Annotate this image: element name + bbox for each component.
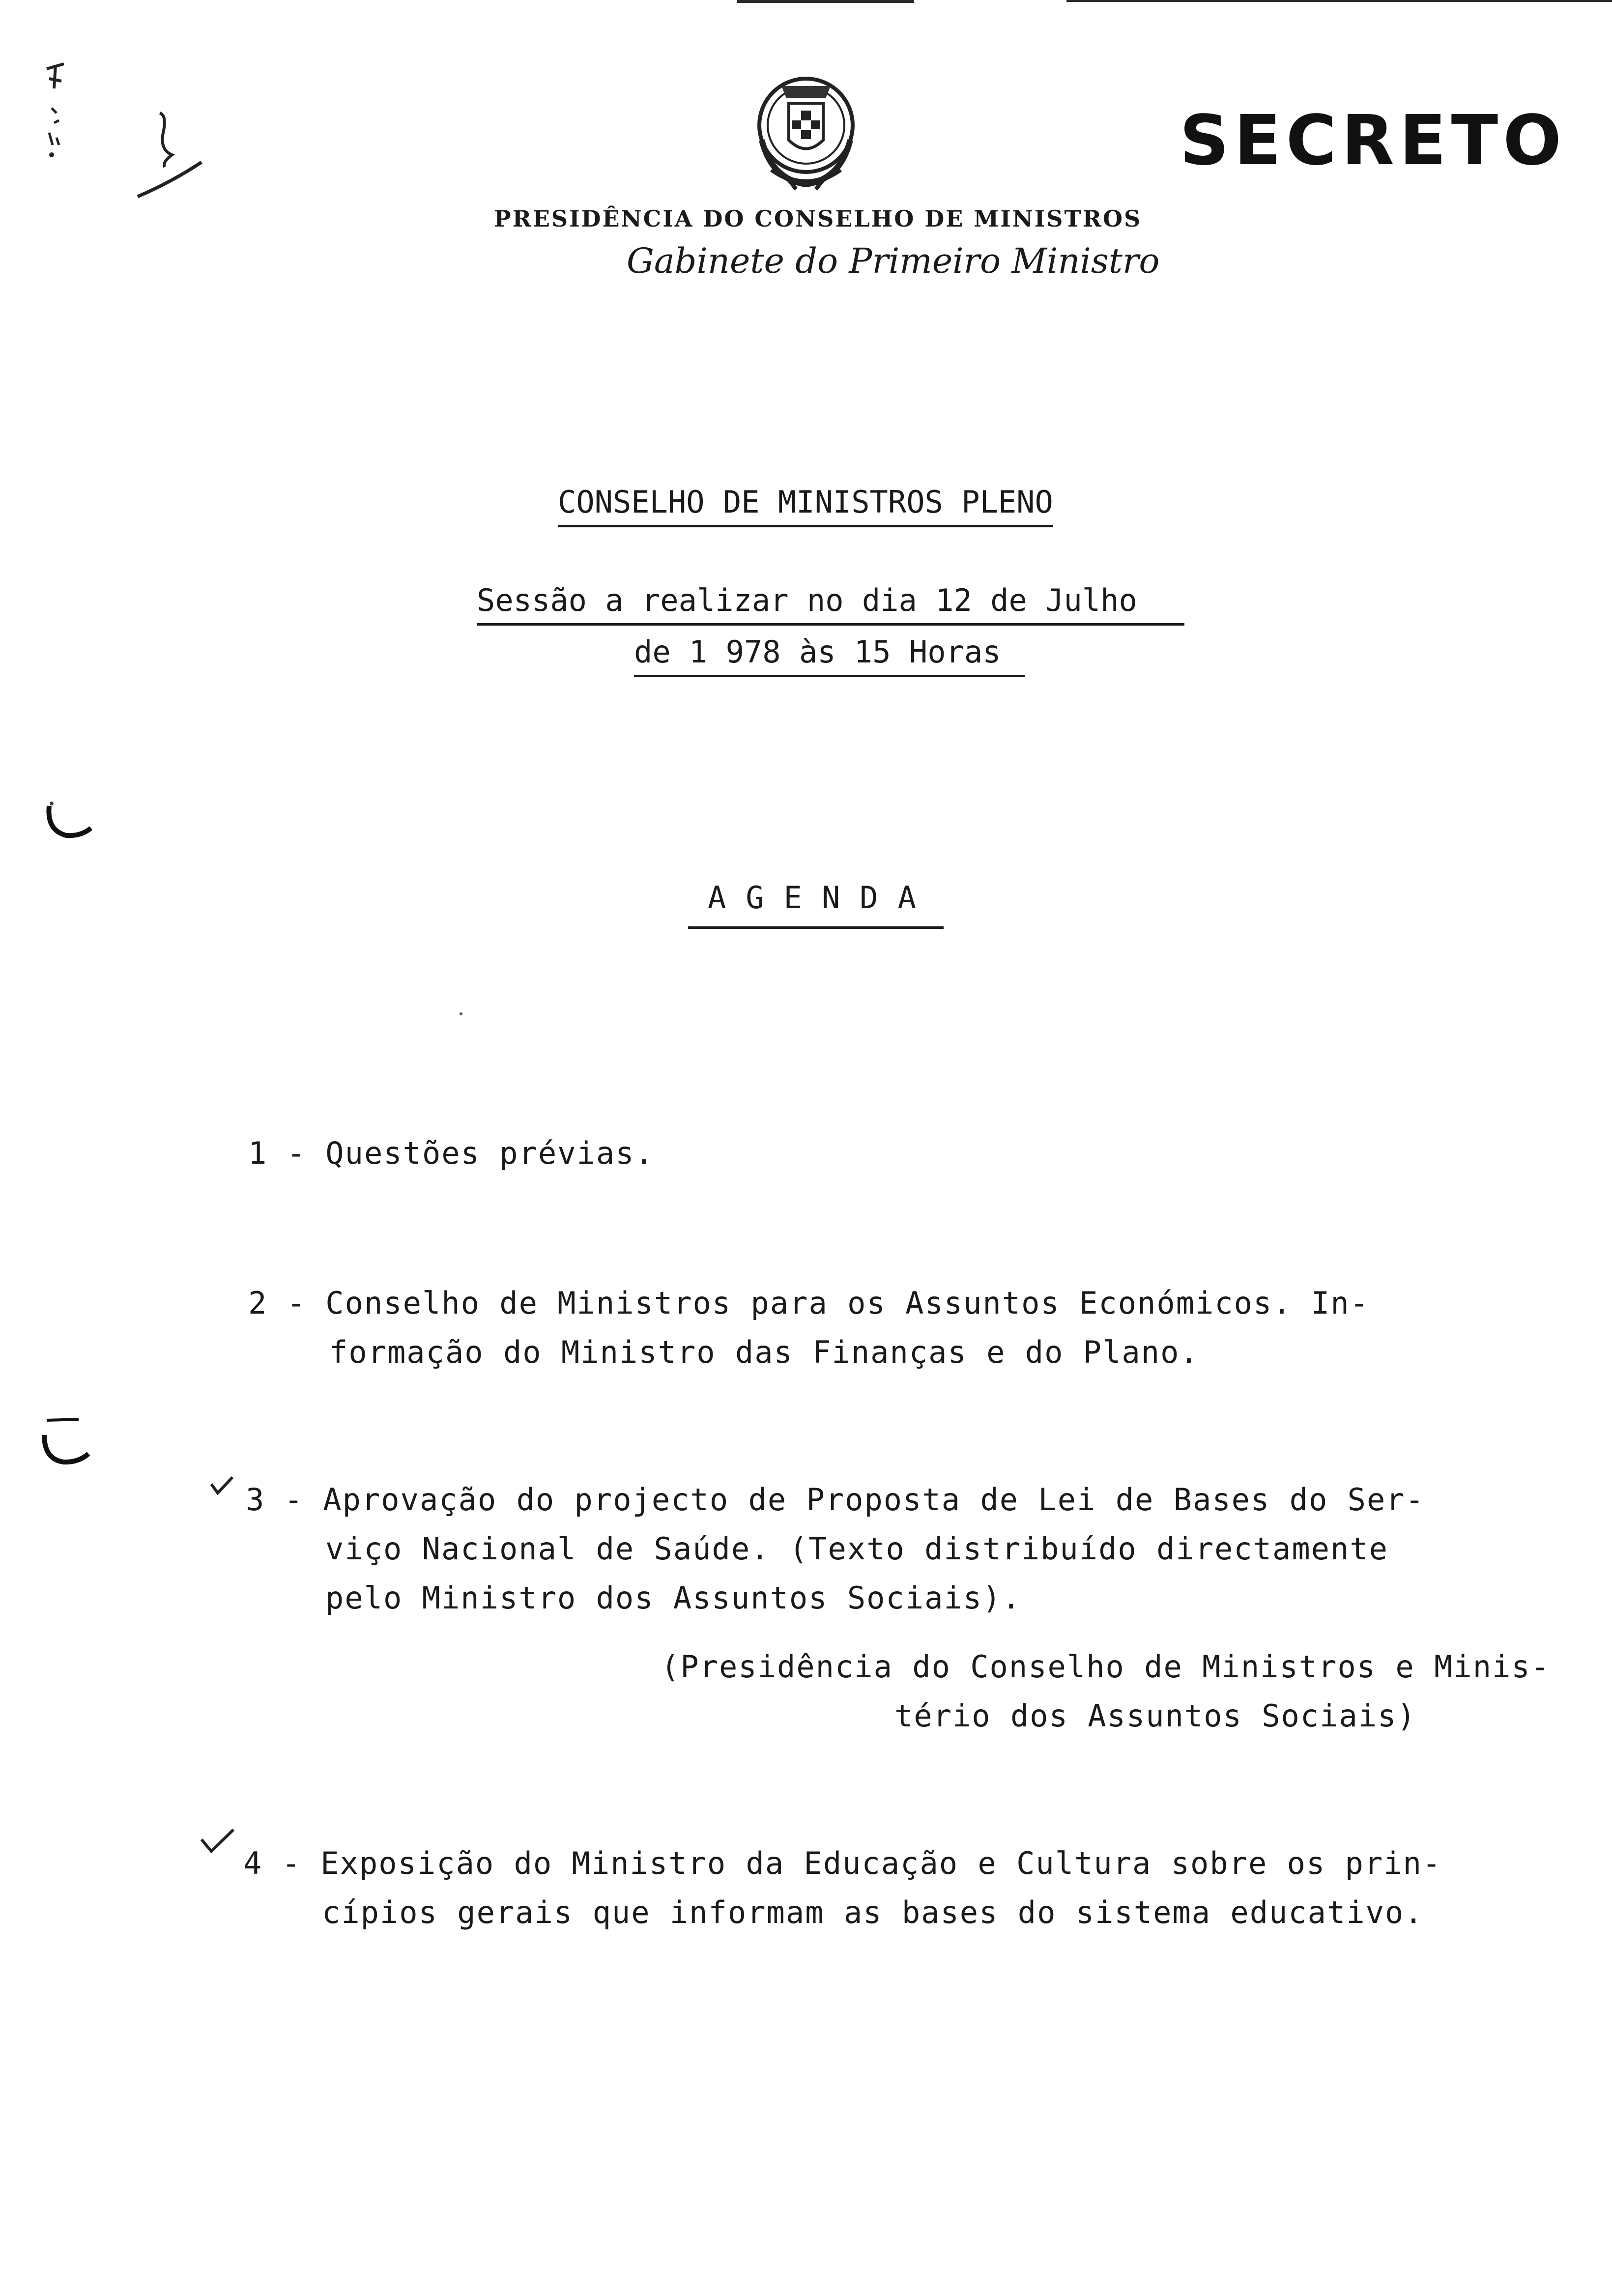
document-title: CONSELHO DE MINISTROS PLENO (558, 484, 1053, 527)
handwritten-slash-mark-icon (133, 108, 206, 201)
scan-speck (460, 1012, 462, 1015)
handwritten-margin-mark-icon (42, 59, 71, 157)
cabinet-name: Gabinete do Primeiro Ministro (627, 241, 1160, 281)
session-line-2: de 1 978 às 15 Horas (634, 634, 1025, 677)
check-mark-icon (209, 1473, 236, 1500)
scan-border-line (737, 0, 914, 3)
agenda-item-2-line-2: formação do Ministro das Finanças e do Plano. (329, 1334, 1199, 1370)
agenda-item-2-line-1: 2 - Conselho de Ministros para os Assuntos Económicos. In- (248, 1285, 1369, 1321)
institution-name: PRESIDÊNCIA DO CONSELHO DE MINISTROS (494, 205, 1142, 232)
agenda-item-3-line-2: viço Nacional de Saúde. (Texto distribuído directamente (325, 1531, 1388, 1567)
agenda-item-4-line-2: cípios gerais que informam as bases do sistema educativo. (322, 1894, 1424, 1930)
coat-of-arms-icon (752, 71, 860, 194)
agenda-item-3-attribution-line-2: tério dos Assuntos Sociais) (894, 1698, 1416, 1734)
agenda-heading: AGENDA (708, 880, 936, 916)
scan-border-line (1066, 0, 1612, 2)
agenda-item-1-line-1: 1 - Questões prévias. (248, 1135, 654, 1171)
agenda-item-4-line-1: 4 - Exposição do Ministro da Educação e Cultura sobre os prin- (243, 1845, 1442, 1881)
punch-hole-icon (42, 801, 96, 850)
check-mark-icon (199, 1826, 236, 1858)
agenda-item-3-attribution-line-1: (Presidência do Conselho de Ministros e Minis- (661, 1649, 1551, 1685)
punch-hole-icon (39, 1415, 93, 1474)
agenda-item-3-line-1: 3 - Aprovação do projecto de Proposta de Lei de Bases do Ser- (246, 1482, 1425, 1518)
classification-stamp: SECRETO (1180, 101, 1567, 181)
agenda-item-3-line-3: pelo Ministro dos Assuntos Sociais). (325, 1580, 1021, 1616)
agenda-underline (688, 926, 944, 929)
session-line-1: Sessão a realizar no dia 12 de Julho (477, 582, 1184, 626)
